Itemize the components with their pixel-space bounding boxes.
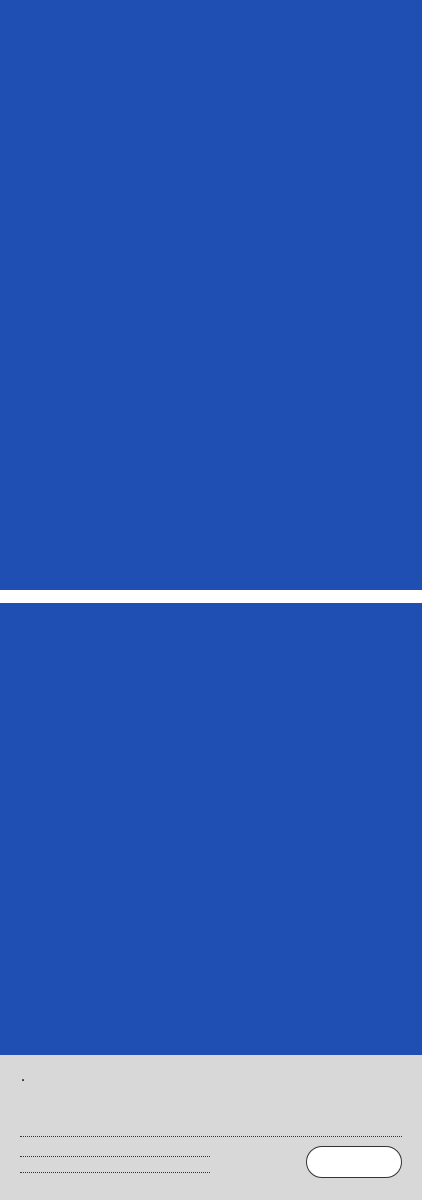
adults-field-line[interactable] [20, 1156, 210, 1157]
total-field[interactable] [306, 1146, 402, 1178]
panel-gap [0, 590, 422, 603]
menu-panel [0, 603, 422, 1055]
name-field-line[interactable] [20, 1136, 402, 1137]
reply-coupon [0, 1055, 422, 1200]
fireworks-decoration [0, 603, 422, 1055]
event-poster-panel [0, 0, 422, 590]
fireworks-decoration [0, 0, 422, 590]
children-field-line[interactable] [20, 1172, 210, 1173]
